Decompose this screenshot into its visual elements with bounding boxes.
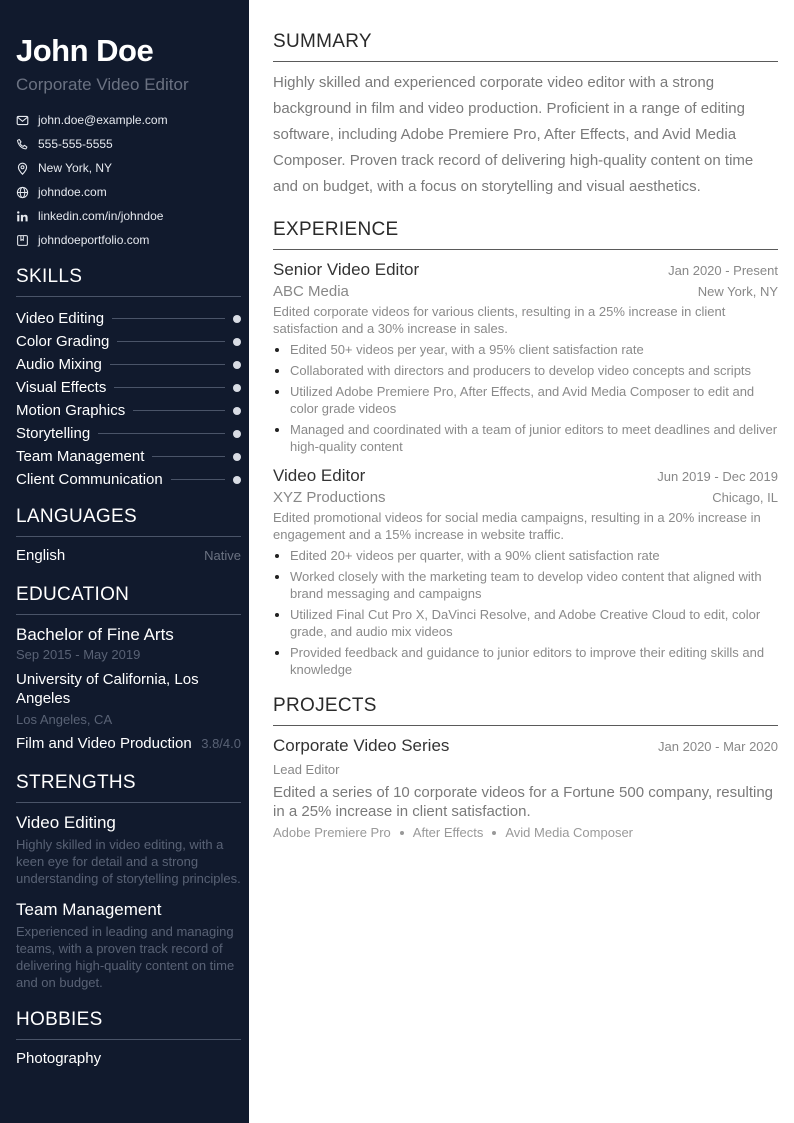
job-description: Edited promotional videos for social media campaigns, resulting in a 20% increase in engagement and a 15% increase in website traffic. [273, 510, 761, 542]
skill-item [16, 422, 241, 445]
skill-dot [233, 338, 241, 346]
skill-item [16, 353, 241, 376]
project-tech: After Effects [412, 825, 484, 840]
job-bullet: • Utilized Final Cut Pro X, DaVinci Resolve, and Adobe Creative Cloud to edit, color grade, and audio mix videos [290, 606, 778, 640]
tech-separator [400, 831, 404, 835]
contact-portfolio[interactable] [16, 228, 241, 252]
job-entry [273, 259, 778, 455]
skill-dot [233, 476, 241, 484]
skill-dot [233, 315, 241, 323]
project-tech-list [273, 825, 778, 840]
strengths-heading: STRENGTHS [16, 771, 241, 803]
job-bullet: • Edited 50+ videos per year, with a 95% client satisfaction rate [290, 341, 778, 358]
skill-name: Team Management [16, 448, 145, 465]
contact-website[interactable] [16, 180, 241, 204]
job-company-row [273, 283, 778, 300]
education-location: Los Angeles, CA [16, 712, 113, 727]
tech-separator [492, 831, 496, 835]
job-title: Senior Video Editor [273, 260, 420, 279]
job-bullet: • Collaborated with directors and producers to develop video concepts and scripts [290, 362, 778, 379]
job-header [273, 465, 778, 487]
education-heading: EDUCATION [16, 583, 241, 615]
education-gpa: 3.8/4.0 [201, 736, 241, 751]
strength-desc: Experienced in leading and managing teams, with a proven track record of delivering high-quality content on time and on budget. [16, 924, 235, 990]
contact-email[interactable] [16, 108, 241, 132]
job-bullet: • Worked closely with the marketing team to develop video content that aligned with brand messaging and campaigns [290, 568, 778, 602]
skill-item [16, 307, 241, 330]
project-dates: Jan 2020 - Mar 2020 [658, 739, 778, 754]
skill-item [16, 330, 241, 353]
portfolio-icon [16, 234, 29, 247]
contact-linkedin-text: linkedin.com/in/johndoe [38, 209, 164, 223]
skill-divider [98, 433, 225, 434]
skill-divider [152, 456, 225, 457]
education-section [16, 583, 241, 754]
contact-phone[interactable] [16, 132, 241, 156]
skill-dot [233, 407, 241, 415]
strength-title: Video Editing [16, 813, 116, 832]
skill-name: Audio Mixing [16, 356, 102, 373]
skill-name: Color Grading [16, 333, 110, 350]
education-field: Film and Video Production [16, 735, 192, 752]
skill-divider [133, 410, 225, 411]
skill-item [16, 376, 241, 399]
job-dates: Jun 2019 - Dec 2019 [657, 469, 778, 484]
project-entry [273, 735, 778, 840]
job-company: XYZ Productions [273, 489, 386, 506]
sidebar [0, 0, 249, 1123]
skill-dot [233, 453, 241, 461]
summary-heading: SUMMARY [273, 30, 778, 62]
projects-heading: PROJECTS [273, 694, 778, 726]
candidate-name: John Doe [16, 33, 154, 68]
skill-name: Storytelling [16, 425, 91, 442]
project-description: Edited a series of 10 corporate videos for a Fortune 500 company, resulting in a 25% increase in client satisfaction. [273, 784, 774, 820]
summary-section [273, 30, 778, 200]
job-bullets [273, 341, 778, 455]
summary-text: Highly skilled and experienced corporate video editor with a strong background in film and video production. Proficient in a range of editing software, including Adobe Premiere Pro, After Effects, and Avid Media Composer. Proven track record of delivering high-quality content on time and on budget, with a focus on storytelling and visual aesthetics. [273, 74, 754, 195]
hobbies-section [16, 1008, 241, 1069]
projects-section [273, 694, 778, 840]
globe-icon [16, 186, 29, 199]
project-tech: Adobe Premiere Pro [273, 825, 391, 840]
contact-website-text: johndoe.com [38, 185, 107, 199]
experience-heading: EXPERIENCE [273, 218, 778, 250]
job-company: ABC Media [273, 283, 349, 300]
education-degree: Bachelor of Fine Arts [16, 625, 174, 644]
job-dates: Jan 2020 - Present [668, 263, 778, 278]
language-name: English [16, 547, 66, 564]
phone-icon [16, 138, 29, 151]
candidate-role: Corporate Video Editor [16, 75, 189, 94]
contact-location-text: New York, NY [38, 161, 113, 175]
skills-heading: SKILLS [16, 265, 241, 297]
email-icon [16, 114, 29, 127]
job-bullet: • Edited 20+ videos per quarter, with a 90% client satisfaction rate [290, 547, 778, 564]
job-location: New York, NY [697, 284, 778, 299]
language-item [16, 546, 241, 566]
main-content [249, 0, 794, 1123]
contact-email-text: john.doe@example.com [38, 113, 168, 127]
hobbies-heading: HOBBIES [16, 1008, 241, 1040]
project-header [273, 735, 778, 757]
skill-item [16, 445, 241, 468]
skill-divider [117, 341, 225, 342]
job-bullet: • Provided feedback and guidance to junior editors to improve their editing skills and knowledge [290, 644, 778, 678]
skill-dot [233, 430, 241, 438]
skill-dot [233, 384, 241, 392]
skill-name: Client Communication [16, 471, 163, 488]
experience-section [273, 218, 778, 678]
contact-linkedin[interactable] [16, 204, 241, 228]
skills-list [16, 307, 241, 491]
skill-divider [171, 479, 225, 480]
strength-title: Team Management [16, 900, 162, 919]
job-entry [273, 465, 778, 678]
job-bullet: • Utilized Adobe Premiere Pro, After Effects, and Avid Media Composer to edit and color grade videos [290, 383, 778, 417]
education-dates: Sep 2015 - May 2019 [16, 647, 141, 662]
language-level: Native [204, 548, 241, 563]
strength-desc: Highly skilled in video editing, with a keen eye for detail and a strong understanding of storytelling principles. [16, 837, 241, 886]
job-bullets [273, 547, 778, 678]
job-title: Video Editor [273, 466, 366, 485]
education-school: University of California, Los Angeles [16, 671, 199, 707]
hobby-item: Photography [16, 1050, 102, 1067]
contact-portfolio-text: johndoeportfolio.com [38, 233, 150, 247]
job-description: Edited corporate videos for various clients, resulting in a 25% increase in client satisfaction and a 30% increase in sales. [273, 304, 726, 336]
skill-name: Visual Effects [16, 379, 107, 396]
languages-section [16, 505, 241, 566]
location-icon [16, 162, 29, 175]
skill-divider [114, 387, 225, 388]
education-field-row [16, 734, 241, 754]
contact-location [16, 156, 241, 180]
job-location: Chicago, IL [712, 490, 778, 505]
skills-section [16, 265, 241, 491]
skill-name: Motion Graphics [16, 402, 126, 419]
contact-list [16, 108, 241, 252]
job-bullet: • Managed and coordinated with a team of junior editors to meet deadlines and deliver high-quality content [290, 421, 778, 455]
job-company-row [273, 489, 778, 506]
strengths-section [16, 771, 241, 991]
project-role: Lead Editor [273, 762, 340, 777]
languages-heading: LANGUAGES [16, 505, 241, 537]
job-header [273, 259, 778, 281]
project-title: Corporate Video Series [273, 736, 450, 755]
skill-item [16, 399, 241, 422]
skill-divider [112, 318, 225, 319]
skill-divider [110, 364, 225, 365]
contact-phone-text: 555-555-5555 [38, 137, 113, 151]
skill-item [16, 468, 241, 491]
skill-dot [233, 361, 241, 369]
skill-name: Video Editing [16, 310, 105, 327]
project-tech: Avid Media Composer [505, 825, 634, 840]
linkedin-icon [16, 210, 29, 223]
